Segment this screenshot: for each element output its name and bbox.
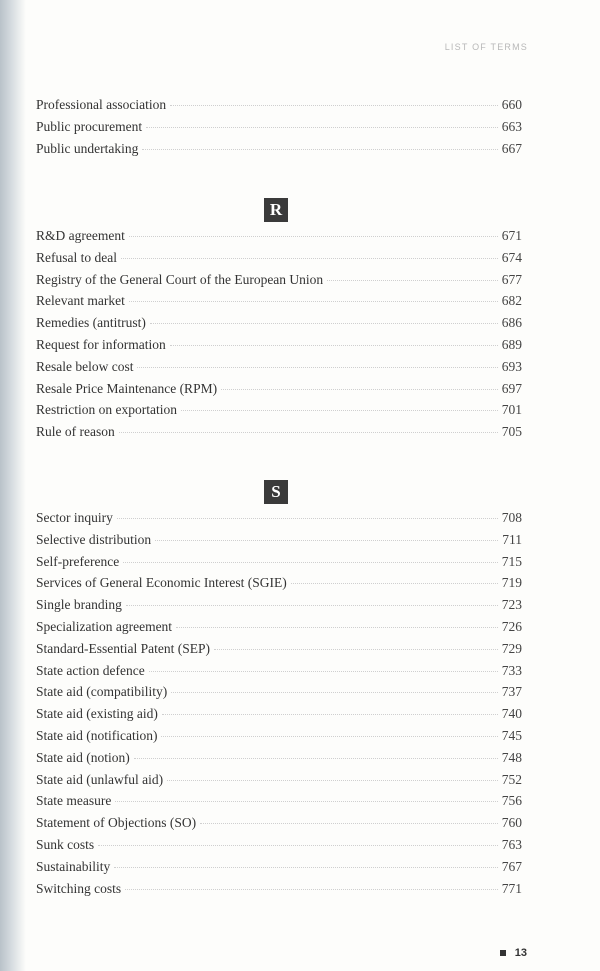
list-entry (36, 337, 522, 359)
entry-page-number: 733 (501, 662, 522, 678)
list-entry (36, 597, 522, 619)
list-entry (36, 750, 522, 772)
entry-page-number: 729 (501, 640, 522, 656)
list-entry (36, 510, 522, 532)
list-entry (36, 424, 522, 446)
dot-leader (291, 582, 498, 584)
entry-page-number: 701 (501, 402, 522, 418)
dot-leader (114, 866, 498, 868)
section-letter-r: R (264, 198, 288, 222)
dot-leader (162, 713, 498, 715)
dot-leader (167, 779, 498, 781)
entry-term: Professional association (36, 97, 167, 112)
footer-square-icon (500, 950, 506, 956)
entry-term: State aid (unlawful aid) (36, 771, 164, 787)
dot-leader (121, 257, 498, 259)
entry-term: Switching costs (36, 880, 122, 896)
list-entry (36, 706, 522, 728)
entry-page-number: 723 (501, 597, 522, 613)
entry-page-number: 760 (501, 815, 522, 831)
entry-term: Restriction on exportation (36, 402, 177, 418)
entry-term: R&D agreement (36, 228, 125, 243)
entry-term: Sustainability (36, 858, 111, 874)
dot-leader (129, 235, 498, 237)
entry-term: Relevant market (36, 293, 125, 309)
entry-page-number: 660 (501, 97, 522, 112)
dot-leader (146, 126, 498, 128)
dot-leader (171, 691, 498, 693)
entry-term: Statement of Objections (SO) (36, 815, 197, 831)
entry-term: Standard-Essential Patent (SEP) (36, 640, 210, 656)
list-entry (36, 684, 522, 706)
list-entry (36, 554, 522, 576)
entry-term: State measure (36, 793, 112, 809)
entry-term: Public undertaking (36, 140, 139, 156)
entry-page-number: 737 (501, 684, 522, 700)
dot-leader (117, 517, 498, 519)
dot-leader (200, 822, 498, 824)
dot-leader (98, 844, 498, 846)
entry-term: Resale below cost (36, 358, 134, 374)
list-entry (36, 575, 522, 597)
entry-page-number: 756 (501, 793, 522, 809)
entry-term: Specialization agreement (36, 618, 173, 634)
dot-leader (142, 148, 497, 150)
list-entry (36, 532, 522, 554)
dot-leader (155, 539, 498, 541)
entry-page-number: 689 (501, 336, 522, 352)
list-entry (36, 881, 522, 903)
dot-leader (115, 800, 497, 802)
list-entry (36, 250, 522, 272)
list-entry (36, 119, 522, 141)
entry-page-number: 740 (501, 706, 522, 722)
entry-page-number: 763 (501, 836, 522, 852)
term-list-p (36, 97, 522, 162)
list-entry (36, 641, 522, 663)
entry-term: Request for information (36, 336, 166, 352)
list-entry (36, 402, 522, 424)
dot-leader (221, 388, 498, 390)
list-entry (36, 815, 522, 837)
list-entry (36, 141, 522, 163)
dot-leader (327, 279, 498, 281)
entry-page-number: 705 (501, 424, 522, 440)
entry-term: Self-preference (36, 553, 120, 569)
entry-page-number: 719 (501, 575, 522, 591)
entry-page-number: 748 (501, 749, 522, 765)
list-entry (36, 663, 522, 685)
list-entry (36, 228, 522, 250)
list-entry (36, 272, 522, 294)
entry-page-number: 674 (501, 249, 522, 265)
entry-page-number: 711 (502, 531, 522, 547)
list-entry (36, 837, 522, 859)
dot-leader (137, 366, 497, 368)
list-entry (36, 293, 522, 315)
entry-page-number: 663 (501, 118, 522, 134)
dot-leader (129, 300, 498, 302)
entry-term: State aid (compatibility) (36, 684, 168, 700)
entry-page-number: 708 (501, 510, 522, 525)
list-entry (36, 619, 522, 641)
list-entry (36, 859, 522, 881)
dot-leader (181, 409, 498, 411)
entry-term: Selective distribution (36, 531, 152, 547)
list-entry (36, 381, 522, 403)
entry-term: Refusal to deal (36, 249, 117, 265)
entry-page-number: 745 (501, 727, 522, 743)
entry-term: State action defence (36, 662, 145, 678)
entry-term: Single branding (36, 597, 122, 613)
entry-term: Sector inquiry (36, 510, 113, 525)
entry-page-number: 686 (501, 315, 522, 331)
section-letter-s: S (264, 480, 288, 504)
entry-term: Public procurement (36, 118, 143, 134)
list-entry (36, 793, 522, 815)
dot-leader (214, 648, 498, 650)
entry-page-number: 726 (501, 618, 522, 634)
dot-leader (176, 626, 498, 628)
dot-leader (119, 431, 498, 433)
dot-leader (123, 561, 498, 563)
entry-page-number: 752 (501, 771, 522, 787)
term-list-r (36, 228, 522, 446)
term-list-s (36, 510, 522, 902)
entry-term: Resale Price Maintenance (RPM) (36, 380, 218, 396)
entry-term: Rule of reason (36, 424, 115, 440)
list-entry (36, 772, 522, 794)
entry-term: State aid (notification) (36, 727, 158, 743)
dot-leader (170, 344, 498, 346)
dot-leader (170, 104, 498, 106)
entry-page-number: 697 (501, 380, 522, 396)
entry-page-number: 767 (501, 858, 522, 874)
list-entry (36, 315, 522, 337)
dot-leader (134, 757, 498, 759)
entry-page-number: 682 (501, 293, 522, 309)
page-number: 13 (514, 947, 527, 959)
list-entry (36, 728, 522, 750)
entry-page-number: 771 (501, 880, 522, 896)
entry-page-number: 693 (501, 358, 522, 374)
page-footer (500, 947, 527, 959)
entry-term: Remedies (antitrust) (36, 315, 146, 331)
entry-term: Services of General Economic Interest (SGIE) (36, 575, 287, 591)
dot-leader (126, 604, 498, 606)
entry-term: Registry of the General Court of the European Union (36, 271, 324, 287)
dot-leader (161, 735, 497, 737)
entry-term: Sunk costs (36, 836, 95, 852)
dot-leader (150, 322, 498, 324)
entry-page-number: 667 (501, 140, 522, 156)
entry-term: State aid (existing aid) (36, 706, 158, 722)
list-entry (36, 359, 522, 381)
dot-leader (149, 670, 498, 672)
entry-page-number: 715 (501, 553, 522, 569)
entry-page-number: 671 (501, 228, 522, 243)
dot-leader (125, 888, 498, 890)
entry-page-number: 677 (501, 271, 522, 287)
page-spine-shadow (0, 0, 26, 971)
running-header: LIST OF TERMS (444, 42, 528, 52)
list-entry (36, 97, 522, 119)
entry-term: State aid (notion) (36, 749, 130, 765)
